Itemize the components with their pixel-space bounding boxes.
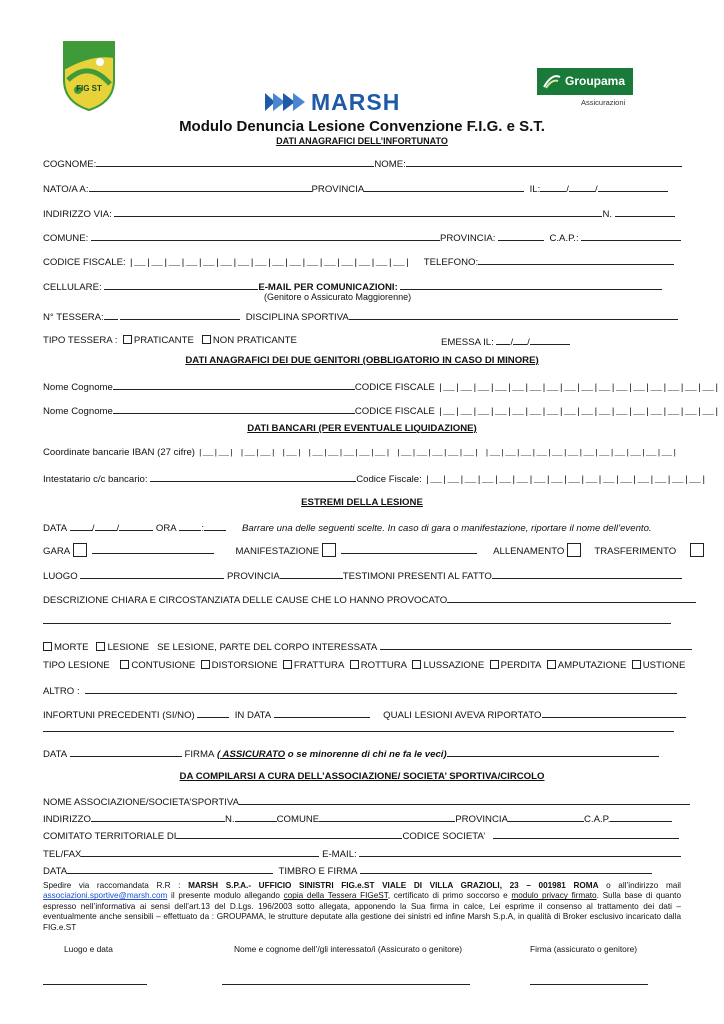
descrizione-label: DESCRIZIONE CHIARA E CIRCOSTANZIATA DELLE CAUSE CHE LO HANNO PROVOCATO bbox=[43, 595, 448, 606]
assoc-provincia-field[interactable] bbox=[508, 812, 584, 822]
tipo-lesione-label: TIPO LESIONE bbox=[43, 660, 110, 671]
n-field[interactable] bbox=[615, 207, 675, 217]
sig-nome-label: Nome e cognome dell’/gli interessato/i (Assicurato o genitore) bbox=[234, 944, 463, 954]
luogo-label: LUOGO bbox=[43, 571, 78, 582]
footer-text1: il presente modulo allegando bbox=[171, 891, 280, 901]
precedenti-line-2[interactable] bbox=[43, 731, 674, 732]
footer-or-email: o all’indirizzo mail bbox=[606, 881, 681, 890]
contusione-checkbox[interactable] bbox=[120, 660, 129, 669]
footer-tessera-link: copia della Tessera FIGeST bbox=[283, 891, 388, 901]
altro-field[interactable] bbox=[85, 684, 677, 694]
row-emessa: EMESSA IL: / / bbox=[441, 335, 570, 348]
altro-label: ALTRO : bbox=[43, 686, 80, 697]
perdita-checkbox[interactable] bbox=[490, 660, 499, 669]
cap-field[interactable] bbox=[581, 231, 681, 241]
emessa-year[interactable] bbox=[530, 335, 570, 345]
cellulare-label: CELLULARE: bbox=[43, 282, 102, 293]
genitore1-field[interactable] bbox=[113, 380, 355, 390]
genitore1-cf-label: CODICE FISCALE bbox=[354, 382, 435, 393]
morte-label: MORTE bbox=[54, 642, 89, 653]
groupama-sub: Assicurazioni bbox=[581, 98, 626, 107]
descrizione-line-2[interactable] bbox=[43, 623, 671, 624]
allenamento-checkbox[interactable] bbox=[567, 543, 581, 557]
assoc-nome-field[interactable] bbox=[239, 795, 690, 805]
ora-hours[interactable] bbox=[179, 521, 201, 531]
comune-label: COMUNE: bbox=[43, 233, 89, 244]
row-intestatario bbox=[43, 472, 707, 485]
fig-logo-text: FIG ST bbox=[76, 84, 102, 93]
assoc-n-label: N. bbox=[224, 814, 235, 825]
assoc-n-field[interactable] bbox=[235, 812, 277, 822]
row-altro bbox=[43, 684, 677, 697]
contusione-label: CONTUSIONE bbox=[131, 660, 196, 671]
trasferimento-checkbox[interactable] bbox=[690, 543, 704, 557]
lesione-year[interactable] bbox=[119, 521, 153, 531]
footer-spedire: Spedire via raccomandata R.R : bbox=[43, 881, 181, 890]
assoc-email-label: E-MAIL: bbox=[322, 849, 357, 860]
morte-checkbox[interactable] bbox=[43, 642, 52, 651]
groupama-logo-text: Groupama bbox=[565, 74, 626, 88]
manifestazione-label: MANIFESTAZIONE bbox=[235, 546, 320, 557]
tipo-tessera-label: TIPO TESSERA : bbox=[43, 335, 118, 346]
testimoni-label: TESTIMONI PRESENTI AL FATTO bbox=[342, 571, 492, 582]
intestatario-cf-label: Codice Fiscale: bbox=[356, 474, 422, 485]
row-genitore-2 bbox=[43, 404, 720, 417]
provincia2-label: PROVINCIA: bbox=[439, 233, 496, 244]
timbro-field[interactable] bbox=[360, 864, 652, 874]
footer-email-link[interactable]: associazioni.sportive@marsh.com bbox=[43, 891, 168, 901]
lesione-note: Barrare una delle seguenti scelte. In caso di gara o manifestazione, riportare il nome dell’evento. bbox=[242, 523, 652, 534]
amputazione-checkbox[interactable] bbox=[547, 660, 556, 669]
fig-logo bbox=[62, 40, 116, 112]
non-praticante-checkbox[interactable] bbox=[202, 335, 211, 344]
il-month[interactable] bbox=[569, 182, 595, 192]
intestatario-label: Intestatario c/c bancario: bbox=[43, 474, 148, 485]
row-tipo-lesione bbox=[43, 660, 685, 671]
firma-data-field[interactable] bbox=[70, 747, 182, 757]
section-associazione: DA COMPILARSI A CURA DELL’ASSOCIAZIONE/ SOCIETA’ SPORTIVA/CIRCOLO bbox=[179, 771, 545, 782]
amputazione-label: AMPUTAZIONE bbox=[557, 660, 627, 671]
email-label: E-MAIL PER COMUNICAZIONI: bbox=[258, 282, 398, 293]
assoc-data-label: DATA bbox=[43, 866, 68, 877]
email-note: (Genitore o Assicurato Maggiorenne) bbox=[264, 292, 412, 302]
marsh-logo bbox=[265, 89, 420, 115]
tel-label: TEL/FAX bbox=[43, 849, 82, 860]
assoc-cap-label: C.A.P. bbox=[583, 814, 611, 825]
sig-luogo-line[interactable] bbox=[43, 984, 147, 985]
row-firma bbox=[43, 747, 659, 760]
assoc-indirizzo-label: INDIRIZZO bbox=[43, 814, 91, 825]
emessa-month[interactable] bbox=[513, 335, 527, 345]
ora-minutes[interactable] bbox=[204, 521, 226, 531]
firma-label: FIRMA bbox=[184, 749, 215, 760]
cf-label: CODICE FISCALE: bbox=[43, 257, 126, 268]
gara-checkbox[interactable] bbox=[73, 543, 87, 557]
in-data-label: IN DATA bbox=[234, 710, 272, 721]
row-data-ora: DATA / / ORA : Barrare una delle seguenti scelte. In caso di gara o manifestazione, riportare il nome dell’evento. bbox=[43, 523, 652, 534]
assoc-nome-label: NOME ASSOCIAZIONE/SOCIETA’SPORTIVA bbox=[43, 797, 239, 808]
indirizzo-label: INDIRIZZO VIA: bbox=[43, 209, 112, 220]
lesione-checkbox[interactable] bbox=[96, 642, 105, 651]
praticante-label: PRATICANTE bbox=[133, 335, 194, 346]
precedenti-field[interactable] bbox=[197, 708, 229, 718]
section-anagrafica: DATI ANAGRAFICI DELL’INFORTUNATO bbox=[276, 136, 448, 146]
genitore2-cf-boxes[interactable]: |__|__|__|__|__|__|__|__|__|__|__|__|__|__|__|__| bbox=[437, 406, 720, 417]
tessera-field-2[interactable] bbox=[120, 310, 240, 320]
sig-firma-label: Firma (assicurato o genitore) bbox=[530, 944, 638, 954]
provincia-label: PROVINCIA bbox=[311, 184, 365, 195]
manifestazione-checkbox[interactable] bbox=[322, 543, 336, 557]
gara-field[interactable] bbox=[92, 544, 214, 554]
section-lesione: ESTREMI DELLA LESIONE bbox=[301, 497, 423, 508]
sig-luogo-label: Luogo e data bbox=[64, 944, 113, 954]
assoc-comune-label: COMUNE bbox=[276, 814, 320, 825]
minorenne-label: o se minorenne di chi ne fa le veci) bbox=[285, 749, 447, 760]
section-bancari: DATI BANCARI (PER EVENTUALE LIQUIDAZIONE) bbox=[247, 423, 477, 434]
testimoni-field[interactable] bbox=[492, 569, 682, 579]
il-year[interactable] bbox=[598, 182, 668, 192]
nato-label: NATO/A A: bbox=[43, 184, 89, 195]
parte-corpo-label: SE LESIONE, PARTE DEL CORPO INTERESSATA bbox=[157, 642, 378, 653]
row-tessera bbox=[43, 310, 678, 323]
row-codice-fiscale bbox=[43, 255, 674, 268]
lesione-data-label: DATA bbox=[43, 523, 68, 534]
nome-label: NOME: bbox=[374, 159, 406, 170]
cognome-field[interactable] bbox=[96, 157, 374, 167]
telefono-label: TELEFONO: bbox=[423, 257, 479, 268]
groupama-logo bbox=[537, 68, 633, 110]
parte-corpo-field[interactable] bbox=[380, 640, 692, 650]
luogo-provincia-label: PROVINCIA bbox=[227, 571, 280, 582]
row-associazione-indirizzo bbox=[43, 812, 672, 825]
allenamento-label: ALLENAMENTO bbox=[493, 546, 565, 557]
luogo-field[interactable] bbox=[80, 569, 224, 579]
row-cognome bbox=[43, 157, 682, 170]
quali-label: QUALI LESIONI AVEVA RIPORTATO bbox=[383, 710, 542, 721]
comune-field[interactable] bbox=[91, 231, 440, 241]
descrizione-field[interactable] bbox=[447, 593, 696, 603]
nato-field[interactable] bbox=[89, 182, 312, 192]
row-precedenti bbox=[43, 708, 686, 721]
genitore2-field[interactable] bbox=[113, 404, 355, 414]
row-indirizzo bbox=[43, 207, 675, 220]
assoc-data-field[interactable] bbox=[67, 864, 273, 874]
ustione-label: USTIONE bbox=[642, 660, 686, 671]
row-comitato bbox=[43, 829, 679, 842]
luogo-provincia-field[interactable] bbox=[280, 569, 343, 579]
assoc-cap-field[interactable] bbox=[610, 812, 672, 822]
firma-data-label: DATA bbox=[43, 749, 68, 760]
codice-societa-label: CODICE SOCIETA’ bbox=[402, 831, 486, 842]
lussazione-label: LUSSAZIONE bbox=[423, 660, 485, 671]
assoc-email-field[interactable] bbox=[359, 847, 681, 857]
genitore2-label: Nome Cognome bbox=[43, 406, 113, 417]
cognome-label: COGNOME: bbox=[43, 159, 97, 170]
footer-text3: . Sulla base di quanto espresso nell’informativa ai sensi dell’art.13 del D.Lgs. 196/2003 sotto allegata, apponendo la Sua firma in calce, Lei esprime il consenso al trattamento dei dati – eventualmente anche sensibili – effettuato da : GROUPAMA, le strutture deputate alla gestione dei sinistri ed infine Marsh S.p.A, in qualità di Broker esclusivo incaricato dalla FIG.e.ST bbox=[43, 891, 681, 932]
nome-field[interactable] bbox=[406, 157, 682, 167]
footer-text2: , certificato di primo soccorso e bbox=[387, 891, 508, 901]
row-descrizione bbox=[43, 593, 696, 606]
row-genitore-1 bbox=[43, 380, 720, 393]
n-label: N. bbox=[602, 209, 613, 220]
ustione-checkbox[interactable] bbox=[632, 660, 641, 669]
tessera-label: N° TESSERA: bbox=[43, 312, 104, 323]
marsh-logo-text: MARSH bbox=[311, 89, 401, 115]
comitato-field[interactable] bbox=[176, 829, 402, 839]
trasferimento-label: TRASFERIMENTO bbox=[594, 546, 677, 557]
section-genitori: DATI ANAGRAFICI DEI DUE GENITORI (OBBLIGATORIO IN CASO DI MINORE) bbox=[185, 355, 539, 366]
footer-paragraph bbox=[43, 881, 681, 933]
tessera-field[interactable] bbox=[104, 310, 118, 320]
rottura-checkbox[interactable] bbox=[350, 660, 359, 669]
cf-boxes[interactable]: |__|__|__|__|__|__|__|__|__|__|__|__|__|__|__|__| bbox=[128, 257, 411, 268]
row-morte-lesione bbox=[43, 640, 692, 653]
precedenti-label: INFORTUNI PRECEDENTI (SI/NO) bbox=[43, 710, 195, 721]
manifestazione-field[interactable] bbox=[341, 544, 477, 554]
disciplina-label: DISCIPLINA SPORTIVA bbox=[245, 312, 349, 323]
praticante-checkbox[interactable] bbox=[123, 335, 132, 344]
row-tipo-evento bbox=[43, 543, 704, 557]
row-tipo-tessera bbox=[43, 335, 297, 346]
row-timbro bbox=[43, 864, 652, 877]
assoc-comune-field[interactable] bbox=[319, 812, 455, 822]
il-label: IL: bbox=[529, 184, 541, 195]
row-tel bbox=[43, 847, 681, 860]
tel-field[interactable] bbox=[81, 847, 319, 857]
genitore2-cf-label: CODICE FISCALE bbox=[354, 406, 435, 417]
emessa-label: EMESSA IL: bbox=[441, 337, 494, 348]
lesione-month[interactable] bbox=[95, 521, 117, 531]
email-field[interactable] bbox=[400, 280, 662, 290]
frattura-checkbox[interactable] bbox=[283, 660, 292, 669]
sig-nome-line[interactable] bbox=[222, 984, 470, 985]
indirizzo-field[interactable] bbox=[114, 207, 602, 217]
perdita-label: PERDITA bbox=[500, 660, 542, 671]
cellulare-field[interactable] bbox=[104, 280, 258, 290]
footer-privacy-link: modulo privacy firmato bbox=[511, 891, 597, 901]
non-praticante-label: NON PRATICANTE bbox=[212, 335, 297, 346]
lesione-opt-label: LESIONE bbox=[107, 642, 150, 653]
codice-societa-field[interactable] bbox=[493, 829, 679, 839]
comitato-label: COMITATO TERRITORIALE DI bbox=[43, 831, 177, 842]
row-luogo bbox=[43, 569, 682, 582]
row-associazione-nome bbox=[43, 795, 690, 808]
sig-firma-line[interactable] bbox=[530, 984, 648, 985]
lesione-day[interactable] bbox=[70, 521, 92, 531]
assicurato-label: ( ASSICURATO bbox=[217, 749, 286, 760]
emessa-day[interactable] bbox=[496, 335, 510, 345]
intestatario-field[interactable] bbox=[150, 472, 356, 482]
disciplina-field[interactable] bbox=[349, 310, 678, 320]
distorsione-checkbox[interactable] bbox=[201, 660, 210, 669]
timbro-label: TIMBRO E FIRMA bbox=[278, 866, 358, 877]
provincia-field[interactable] bbox=[364, 182, 524, 192]
assoc-indirizzo-field[interactable] bbox=[91, 812, 225, 822]
cap-label: C.A.P.: bbox=[549, 233, 579, 244]
footer-indirizzo: MARSH S.P.A.- UFFICIO SINISTRI FIG.e.ST VIALE DI VILLA GRAZIOLI, 23 – 001981 ROMA bbox=[188, 881, 599, 890]
frattura-label: FRATTURA bbox=[293, 660, 345, 671]
in-data-field[interactable] bbox=[274, 708, 370, 718]
iban-label: Coordinate bancarie IBAN (27 cifre) bbox=[43, 447, 195, 458]
firma-field[interactable] bbox=[447, 747, 659, 757]
telefono-field[interactable] bbox=[478, 255, 674, 265]
il-day[interactable] bbox=[540, 182, 566, 192]
intestatario-cf-boxes[interactable]: |__|__|__|__|__|__|__|__|__|__|__|__|__|__|__|__| bbox=[424, 474, 707, 485]
lussazione-checkbox[interactable] bbox=[412, 660, 421, 669]
page-title: Modulo Denuncia Lesione Convenzione F.I.G. e S.T. bbox=[179, 118, 545, 135]
row-comune bbox=[43, 231, 681, 244]
distorsione-label: DISTORSIONE bbox=[211, 660, 278, 671]
assoc-provincia-label: PROVINCIA bbox=[455, 814, 508, 825]
iban-boxes[interactable]: |__|__| |__|__| |__| |__|__|__|__|__| |__|__|__|__|__| |__|__|__|__|__|__|__|__|__|__|__|__| bbox=[197, 448, 678, 458]
quali-field[interactable] bbox=[542, 708, 686, 718]
genitore1-cf-boxes[interactable]: |__|__|__|__|__|__|__|__|__|__|__|__|__|__|__|__| bbox=[437, 382, 720, 393]
ora-label: ORA bbox=[155, 523, 177, 534]
gara-label: GARA bbox=[43, 546, 71, 557]
genitore1-label: Nome Cognome bbox=[43, 382, 113, 393]
provincia2-field[interactable] bbox=[498, 231, 544, 241]
rottura-label: ROTTURA bbox=[360, 660, 408, 671]
row-nato: NATO/A A: PROVINCIA IL: / / bbox=[43, 182, 668, 195]
row-iban bbox=[43, 447, 677, 458]
